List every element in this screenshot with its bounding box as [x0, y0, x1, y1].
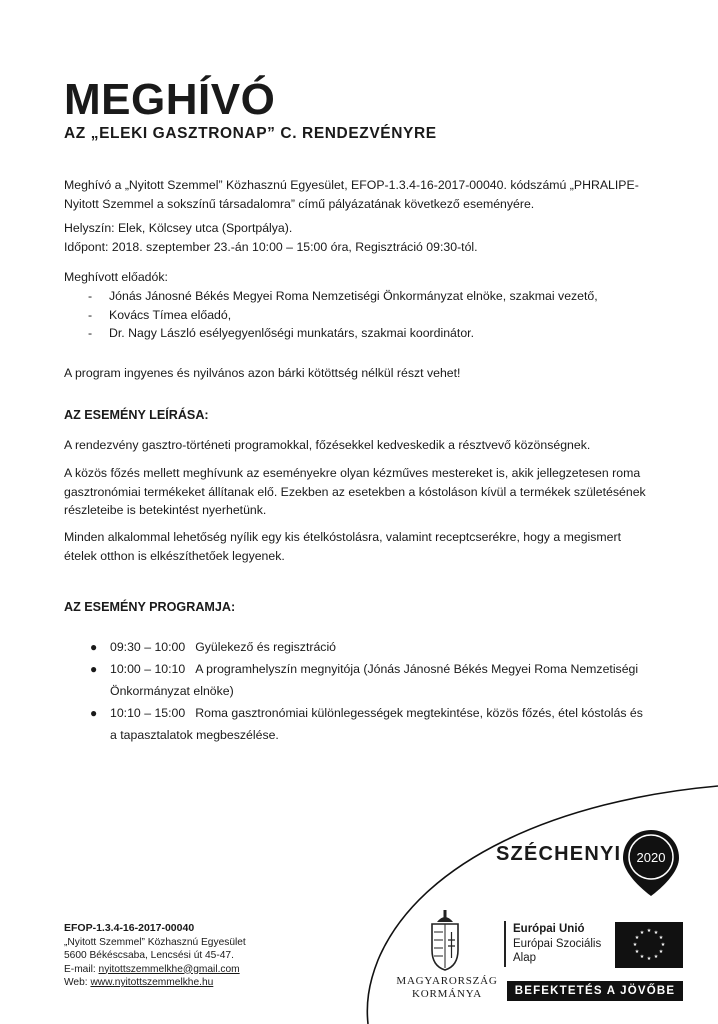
web-label: Web:: [64, 977, 91, 988]
dash-bullet: -: [88, 307, 93, 322]
page-title: MEGHÍVÓ: [64, 75, 276, 124]
program-time: 10:00 – 10:10: [110, 662, 186, 676]
program-text-cont: Önkormányzat elnöke): [110, 684, 234, 698]
speaker-text: Jónás Jánosné Békés Megyei Roma Nemzetiségi Önkormányzat elnöke, szakmai vezető,: [109, 289, 598, 303]
page-subtitle: AZ „ELEKI GASZTRONAP” C. RENDEZVÉNYRE: [64, 125, 437, 142]
speakers-heading: Meghívott előadók:: [64, 270, 168, 284]
description-p2-line: gasztronómiai termékeket állítanak elő. Ezekben az esetekben a kóstoláson kívül a termékek születésének: [64, 484, 646, 499]
szechenyi-logo-text: SZÉCHENYI: [496, 843, 622, 865]
description-p2-line: A közös főzés mellett meghívunk az eseményekre olyan kézműves mestereket is, akik jellegzetesen roma: [64, 466, 641, 480]
intro-line-1: Meghívó a „Nyitott Szemmel” Közhasznú Egyesület, EFOP-1.3.4-16-2017-00040. kódszámú „PHRALIPE-: [64, 178, 639, 192]
svg-text:★: ★: [639, 930, 645, 936]
bullet-dot: ●: [90, 662, 98, 676]
program-text-cont: a tapasztalatok megbeszélése.: [110, 728, 279, 742]
svg-text:★: ★: [646, 956, 652, 962]
free-note: A program ingyenes és nyilvános azon bárki kötöttség nélkül részt vehet!: [64, 366, 461, 380]
location-line: Helyszín: Elek, Kölcsey utca (Sportpálya).: [64, 221, 293, 235]
web-link[interactable]: www.nyitottszemmelkhe.hu: [90, 977, 214, 988]
email-link[interactable]: nyitottszemmelkhe@gmail.com: [98, 963, 240, 975]
organization-address: 5600 Békéscsaba, Lencsési út 45-47.: [64, 950, 234, 961]
svg-text:★: ★: [634, 935, 640, 941]
eu-flag-icon: [615, 922, 683, 968]
szechenyi-year: 2020: [636, 850, 666, 865]
speaker-text: Kovács Tímea előadó,: [109, 307, 232, 322]
government-line-2: KORMÁNYA: [412, 988, 482, 1000]
government-line-1: MAGYARORSZÁG: [396, 975, 498, 987]
program-text: Roma gasztronómiai különlegességek megtekintése, közös főzés, étel kóstolás és: [195, 706, 643, 720]
footer-contact: [64, 922, 246, 990]
eu-stars-icon: [615, 922, 683, 968]
program-text: A programhelyszín megnyitója (Jónás Jánosné Békés Megyei Roma Nemzetiségi: [195, 662, 639, 676]
description-p1: A rendezvény gasztro-történeti programokkal, főzésekkel kedveskedik a résztvevő közönségnek.: [64, 438, 591, 452]
svg-text:★: ★: [632, 942, 638, 948]
svg-text:★: ★: [653, 954, 659, 960]
svg-text:★: ★: [658, 949, 664, 955]
svg-text:★: ★: [634, 949, 640, 955]
eu-line-3: Alap: [513, 952, 537, 964]
bullet-dot: ●: [90, 640, 98, 654]
svg-text:★: ★: [660, 942, 666, 948]
invest-future-banner: BEFEKTETÉS A JÖVŐBE: [507, 981, 683, 1001]
organization-name: „Nyitott Szemmel” Közhasznú Egyesület: [64, 936, 246, 948]
eu-logo-text: [513, 922, 601, 966]
program-heading: AZ ESEMÉNY PROGRAMJA:: [64, 600, 236, 614]
program-time: 09:30 – 10:00: [110, 640, 186, 654]
svg-text:★: ★: [639, 954, 645, 960]
time-line: Időpont: 2018. szeptember 23.-án 10:00 – 15:00 óra, Regisztráció 09:30-tól.: [64, 239, 478, 254]
web-row: [64, 976, 246, 990]
government-logo-text: [392, 975, 502, 1001]
program-text: Gyülekező és regisztráció: [195, 640, 337, 654]
description-p2-line: részleteibe is betekintést nyerhetünk.: [64, 503, 267, 517]
svg-text:★: ★: [653, 930, 659, 936]
program-time: 10:10 – 15:00: [110, 706, 186, 720]
email-row: [64, 963, 246, 977]
description-heading: AZ ESEMÉNY LEÍRÁSA:: [64, 408, 209, 422]
svg-text:★: ★: [658, 935, 664, 941]
speaker-text: Dr. Nagy László esélyegyenlőségi munkatárs, szakmai koordinátor.: [109, 326, 474, 340]
project-code: EFOP-1.3.4-16-2017-00040: [64, 922, 195, 934]
hungarian-coat-of-arms-icon: [428, 910, 462, 972]
dash-bullet: -: [88, 326, 93, 340]
description-p3-line: Minden alkalommal lehetőség nyílik egy kis ételkóstolásra, valamint receptcserékre, hogy a megismert: [64, 530, 622, 544]
intro-line-2: Nyitott Szemmel a sokszínű társadalomra” című pályázatának következő eseményére.: [64, 196, 535, 211]
svg-text:★: ★: [646, 928, 652, 934]
dash-bullet: -: [88, 289, 93, 303]
email-label: E-mail:: [64, 963, 99, 975]
bullet-dot: ●: [90, 706, 98, 720]
szechenyi-2020-pin-icon: [620, 828, 682, 898]
eu-line-1: Európai Unió: [513, 923, 585, 935]
description-p3-line: ételek otthon is elkészíthetőek legyenek.: [64, 548, 285, 563]
eu-divider: [504, 921, 506, 967]
eu-line-2: Európai Szociális: [513, 937, 602, 950]
